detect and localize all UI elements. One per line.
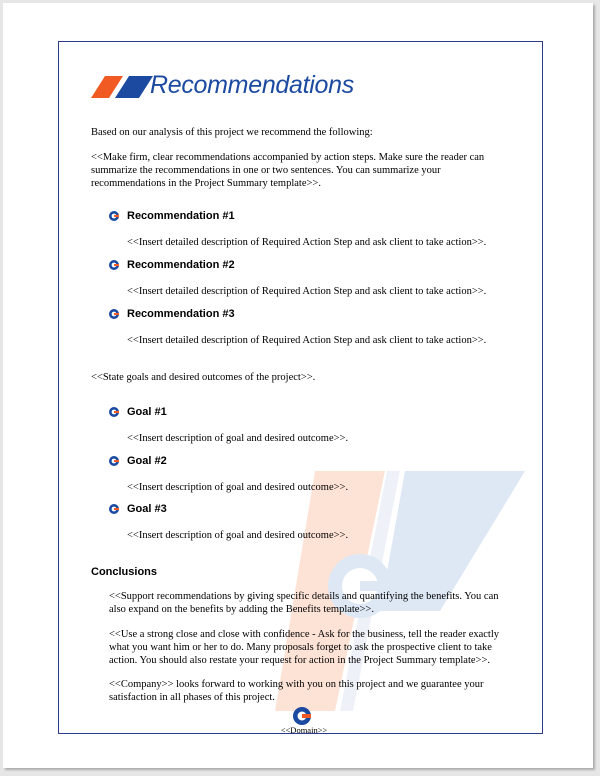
conclusion-paragraph-2: <<Use a strong close and close with confidence - Ask for the business, tell the reader exactly what you want him or her to do. Many proposals forget to ask the prospective client to take action. You should also restate your request for action in the Project Summary template>>. [109, 629, 500, 666]
goal-heading: Goal #2 [127, 455, 167, 467]
bullet-icon [109, 309, 119, 319]
recommendation-desc: <<Insert detailed description of Required Action Step and ask client to take action>>. [127, 286, 487, 297]
goal-heading: Goal #1 [127, 406, 167, 418]
page-title: Recommendations [150, 71, 354, 99]
instructions-text: <<Make firm, clear recommendations accompanied by action steps. Make sure the reader can summarize the recommendations in one or two sentences. You can summarize your recommendations in the Project Summary template>>. [91, 152, 485, 189]
bullet-icon [109, 456, 119, 466]
goal-heading: Goal #3 [127, 503, 167, 515]
brand-logo-icon [91, 76, 153, 98]
goal-desc: <<Insert description of goal and desired outcome>>. [127, 433, 349, 444]
document-page [3, 3, 593, 768]
footer-domain: <<Domain>> [280, 725, 328, 735]
conclusions-heading: Conclusions [91, 566, 158, 578]
recommendation-heading: Recommendation #3 [127, 308, 235, 320]
goal-desc: <<Insert description of goal and desired outcome>>. [127, 482, 349, 493]
bullet-icon [109, 504, 119, 514]
goal-desc: <<Insert description of goal and desired outcome>>. [127, 530, 349, 541]
footer-logo-icon [293, 707, 311, 725]
recommendation-desc: <<Insert detailed description of Required Action Step and ask client to take action>>. [127, 237, 487, 248]
conclusion-paragraph-3: <<Company>> looks forward to working with you on this project and we guarantee your satisfaction in all phases of this project. [109, 679, 484, 703]
bullet-icon [109, 407, 119, 417]
goals-intro-text: <<State goals and desired outcomes of the project>>. [91, 372, 316, 383]
recommendation-heading: Recommendation #1 [127, 210, 235, 222]
conclusion-paragraph-1: <<Support recommendations by giving specific details and quantifying the benefits. You can also expand on the benefits by adding the Benefits template>>. [109, 591, 499, 615]
intro-text: Based on our analysis of this project we recommend the following: [91, 127, 373, 138]
bullet-icon [109, 260, 119, 270]
recommendation-heading: Recommendation #2 [127, 259, 235, 271]
recommendation-desc: <<Insert detailed description of Required Action Step and ask client to take action>>. [127, 335, 487, 346]
bullet-icon [109, 211, 119, 221]
